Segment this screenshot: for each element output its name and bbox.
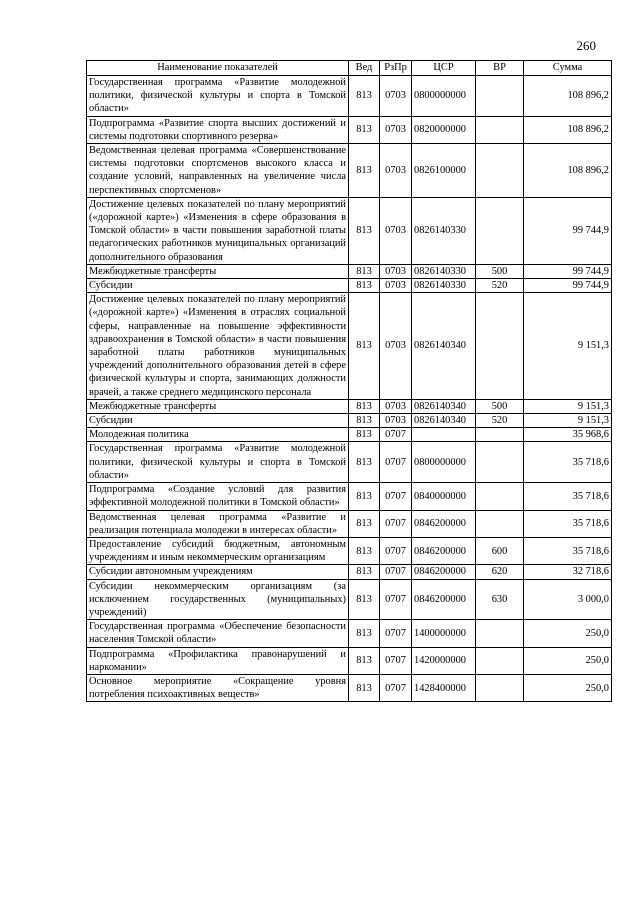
header-ved: Вед bbox=[349, 61, 380, 76]
cell-name: Молодежная политика bbox=[87, 428, 349, 442]
cell-name: Достижение целевых показателей по плану мероприятий («дорожной карте») «Изменения в отраслях социальной сферы, направленные на повышение эффективности здравоохранения в Томской области» в части повышения заработной платы работников муниципальных учреждений дополнительного образования детей в сфере физической культуры и спорта, занимающих должности врачей, а также среднего медицинского персонала bbox=[87, 293, 349, 400]
cell-sum: 99 744,9 bbox=[524, 264, 612, 278]
cell-sum: 9 151,3 bbox=[524, 414, 612, 428]
cell-csr: 0826140340 bbox=[412, 293, 476, 400]
cell-rzpr: 0703 bbox=[380, 264, 412, 278]
cell-ved: 813 bbox=[349, 579, 380, 620]
cell-sum: 108 896,2 bbox=[524, 76, 612, 117]
cell-ved: 813 bbox=[349, 647, 380, 674]
table-row bbox=[87, 293, 612, 400]
cell-ved: 813 bbox=[349, 76, 380, 117]
cell-vr: 520 bbox=[476, 414, 524, 428]
cell-vr bbox=[476, 293, 524, 400]
cell-vr bbox=[476, 144, 524, 198]
cell-rzpr: 0707 bbox=[380, 579, 412, 620]
header-vr: ВР bbox=[476, 61, 524, 76]
cell-vr: 500 bbox=[476, 399, 524, 413]
cell-vr: 500 bbox=[476, 264, 524, 278]
cell-rzpr: 0707 bbox=[380, 510, 412, 537]
cell-rzpr: 0703 bbox=[380, 197, 412, 264]
cell-csr: 0800000000 bbox=[412, 76, 476, 117]
table-row bbox=[87, 414, 612, 428]
cell-rzpr: 0703 bbox=[380, 293, 412, 400]
cell-ved: 813 bbox=[349, 537, 380, 564]
cell-ved: 813 bbox=[349, 510, 380, 537]
table-row bbox=[87, 579, 612, 620]
cell-rzpr: 0707 bbox=[380, 674, 412, 701]
cell-sum: 35 718,6 bbox=[524, 442, 612, 483]
cell-vr bbox=[476, 197, 524, 264]
cell-name: Подпрограмма «Профилактика правонарушений и наркомании» bbox=[87, 647, 349, 674]
table-row bbox=[87, 399, 612, 413]
cell-name: Субсидии bbox=[87, 279, 349, 293]
cell-sum: 35 718,6 bbox=[524, 510, 612, 537]
cell-csr: 0800000000 bbox=[412, 442, 476, 483]
cell-csr: 0826140330 bbox=[412, 264, 476, 278]
cell-sum: 3 000,0 bbox=[524, 579, 612, 620]
cell-vr: 600 bbox=[476, 537, 524, 564]
cell-rzpr: 0707 bbox=[380, 537, 412, 564]
cell-vr: 630 bbox=[476, 579, 524, 620]
table-row bbox=[87, 674, 612, 701]
page-number: 260 bbox=[576, 38, 596, 53]
cell-vr bbox=[476, 76, 524, 117]
cell-csr: 0826140330 bbox=[412, 197, 476, 264]
cell-ved: 813 bbox=[349, 565, 380, 579]
cell-csr bbox=[412, 428, 476, 442]
cell-sum: 35 968,6 bbox=[524, 428, 612, 442]
cell-vr bbox=[476, 647, 524, 674]
cell-rzpr: 0707 bbox=[380, 565, 412, 579]
cell-rzpr: 0703 bbox=[380, 76, 412, 117]
table-row bbox=[87, 76, 612, 117]
cell-vr: 620 bbox=[476, 565, 524, 579]
cell-rzpr: 0707 bbox=[380, 442, 412, 483]
table-row bbox=[87, 197, 612, 264]
cell-rzpr: 0707 bbox=[380, 647, 412, 674]
cell-name: Предоставление субсидий бюджетным, автономным учреждениям и иным некоммерческим организациям bbox=[87, 537, 349, 564]
cell-ved: 813 bbox=[349, 279, 380, 293]
cell-sum: 9 151,3 bbox=[524, 293, 612, 400]
cell-name: Субсидии некоммерческим организациям (за исключением государственных (муниципальных) учреждений) bbox=[87, 579, 349, 620]
cell-csr: 0826100000 bbox=[412, 144, 476, 198]
cell-ved: 813 bbox=[349, 116, 380, 143]
cell-rzpr: 0703 bbox=[380, 414, 412, 428]
budget-table bbox=[86, 60, 612, 702]
cell-sum: 35 718,6 bbox=[524, 537, 612, 564]
table-row bbox=[87, 483, 612, 510]
cell-name: Ведомственная целевая программа «Развитие и реализация потенциала молодежи в интересах области» bbox=[87, 510, 349, 537]
table-row bbox=[87, 620, 612, 647]
cell-name: Субсидии автономным учреждениям bbox=[87, 565, 349, 579]
table-row bbox=[87, 144, 612, 198]
cell-ved: 813 bbox=[349, 144, 380, 198]
cell-name: Достижение целевых показателей по плану мероприятий («дорожной карте») «Изменения в сфере образования в Томской области» в части повышения заработной платы педагогических работников муниципальных организаций дополнительного образования bbox=[87, 197, 349, 264]
cell-csr: 1420000000 bbox=[412, 647, 476, 674]
cell-ved: 813 bbox=[349, 674, 380, 701]
cell-ved: 813 bbox=[349, 399, 380, 413]
cell-ved: 813 bbox=[349, 442, 380, 483]
cell-rzpr: 0703 bbox=[380, 279, 412, 293]
cell-csr: 1400000000 bbox=[412, 620, 476, 647]
cell-sum: 250,0 bbox=[524, 674, 612, 701]
cell-vr bbox=[476, 483, 524, 510]
cell-ved: 813 bbox=[349, 197, 380, 264]
cell-vr: 520 bbox=[476, 279, 524, 293]
cell-sum: 35 718,6 bbox=[524, 483, 612, 510]
cell-vr bbox=[476, 510, 524, 537]
cell-csr: 0820000000 bbox=[412, 116, 476, 143]
header-name: Наименование показателей bbox=[87, 61, 349, 76]
cell-vr bbox=[476, 674, 524, 701]
cell-name: Основное мероприятие «Сокращение уровня потребления психоактивных веществ» bbox=[87, 674, 349, 701]
cell-rzpr: 0707 bbox=[380, 620, 412, 647]
cell-rzpr: 0703 bbox=[380, 144, 412, 198]
cell-sum: 32 718,6 bbox=[524, 565, 612, 579]
table-row bbox=[87, 647, 612, 674]
cell-sum: 9 151,3 bbox=[524, 399, 612, 413]
table-header bbox=[87, 61, 612, 76]
header-sum: Сумма bbox=[524, 61, 612, 76]
cell-name: Ведомственная целевая программа «Совершенствование системы подготовки спортсменов высокого класса и создание условий, направленных на увеличение числа перспективных спортсменов» bbox=[87, 144, 349, 198]
table-row bbox=[87, 537, 612, 564]
cell-ved: 813 bbox=[349, 293, 380, 400]
cell-name: Подпрограмма «Создание условий для развития эффективной молодежной политики в Томской области» bbox=[87, 483, 349, 510]
cell-name: Государственная программа «Развитие молодежной политики, физической культуры и спорта в Томской области» bbox=[87, 76, 349, 117]
table-row bbox=[87, 565, 612, 579]
cell-csr: 0846200000 bbox=[412, 565, 476, 579]
table-row bbox=[87, 442, 612, 483]
header-csr: ЦСР bbox=[412, 61, 476, 76]
cell-ved: 813 bbox=[349, 620, 380, 647]
cell-rzpr: 0707 bbox=[380, 483, 412, 510]
cell-vr bbox=[476, 620, 524, 647]
cell-ved: 813 bbox=[349, 414, 380, 428]
cell-csr: 0846200000 bbox=[412, 537, 476, 564]
cell-name: Подпрограмма «Развитие спорта высших достижений и системы подготовки спортивного резерва» bbox=[87, 116, 349, 143]
header-rzpr: РзПр bbox=[380, 61, 412, 76]
cell-vr bbox=[476, 116, 524, 143]
cell-csr: 1428400000 bbox=[412, 674, 476, 701]
cell-csr: 0826140330 bbox=[412, 279, 476, 293]
cell-rzpr: 0703 bbox=[380, 399, 412, 413]
table-body bbox=[87, 76, 612, 702]
cell-sum: 108 896,2 bbox=[524, 116, 612, 143]
cell-vr bbox=[476, 428, 524, 442]
table-row bbox=[87, 510, 612, 537]
cell-csr: 0826140340 bbox=[412, 414, 476, 428]
cell-csr: 0846200000 bbox=[412, 510, 476, 537]
cell-rzpr: 0707 bbox=[380, 428, 412, 442]
cell-sum: 99 744,9 bbox=[524, 279, 612, 293]
cell-ved: 813 bbox=[349, 428, 380, 442]
cell-name: Государственная программа «Развитие молодежной политики, физической культуры и спорта в Томской области» bbox=[87, 442, 349, 483]
cell-ved: 813 bbox=[349, 483, 380, 510]
cell-vr bbox=[476, 442, 524, 483]
cell-sum: 250,0 bbox=[524, 620, 612, 647]
table-row bbox=[87, 279, 612, 293]
cell-sum: 250,0 bbox=[524, 647, 612, 674]
cell-sum: 99 744,9 bbox=[524, 197, 612, 264]
cell-sum: 108 896,2 bbox=[524, 144, 612, 198]
cell-csr: 0826140340 bbox=[412, 399, 476, 413]
cell-csr: 0840000000 bbox=[412, 483, 476, 510]
table-row bbox=[87, 264, 612, 278]
table-row bbox=[87, 428, 612, 442]
cell-ved: 813 bbox=[349, 264, 380, 278]
header-row bbox=[87, 61, 612, 76]
cell-name: Субсидии bbox=[87, 414, 349, 428]
cell-name: Государственная программа «Обеспечение безопасности населения Томской области» bbox=[87, 620, 349, 647]
cell-name: Межбюджетные трансферты bbox=[87, 399, 349, 413]
table-row bbox=[87, 116, 612, 143]
cell-rzpr: 0703 bbox=[380, 116, 412, 143]
cell-csr: 0846200000 bbox=[412, 579, 476, 620]
cell-name: Межбюджетные трансферты bbox=[87, 264, 349, 278]
